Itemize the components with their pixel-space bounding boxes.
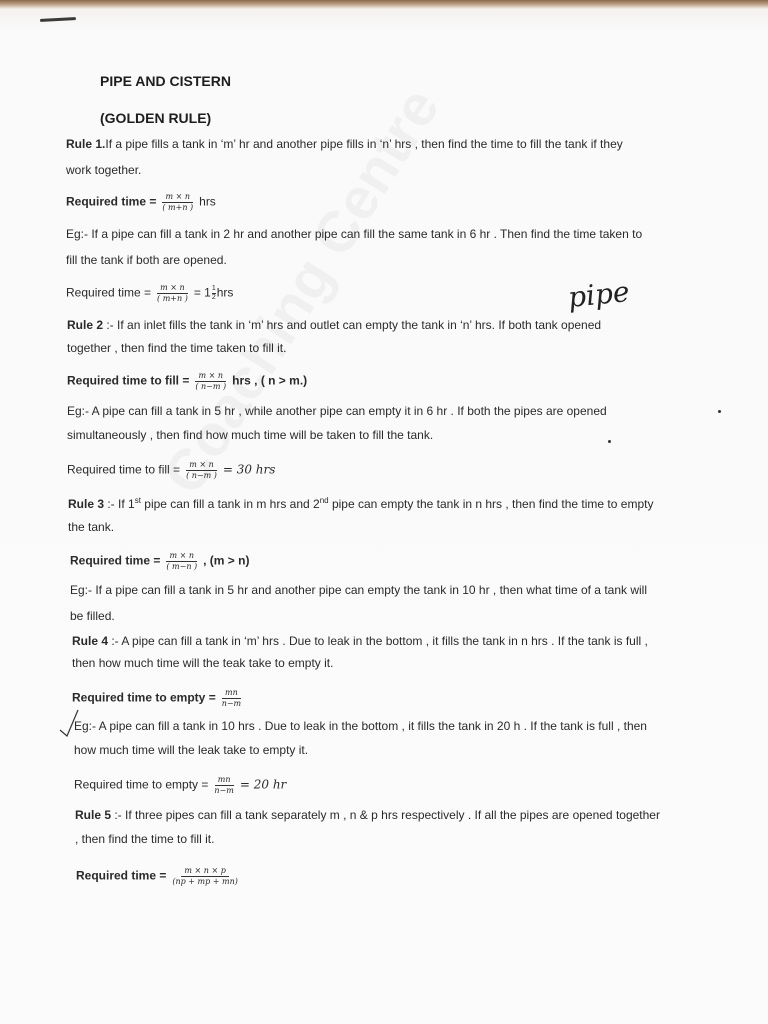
rule1-example-line2: fill the tank if both are opened. xyxy=(66,253,227,267)
stray-dot xyxy=(608,440,611,443)
rule4-text-line2: then how much time will the teak take to empty it. xyxy=(72,656,334,670)
rule3-formula: Required time = $\frac{m \times n}{( m-n )}$ , (m > n) xyxy=(70,551,250,571)
rule5-text-line1: Rule 5 :- If three pipes can fill a tank separately m , n & p hrs respectively . If all the pipes are opened together xyxy=(75,808,660,822)
page-subtitle: (GOLDEN RULE) xyxy=(100,110,212,126)
rule2-text-line1: Rule 2 :- If an inlet fills the tank in ‘m’ hrs and outlet can empty the tank in ‘n’ hrs. If both tank opened xyxy=(67,318,602,332)
rule2-answer: Required time to fill = $\frac{m \times n}{( n-m )}$ = 30 hrs xyxy=(67,460,276,480)
rule5-text-line2: , then find the time to fill it. xyxy=(75,832,215,846)
rule2-example-line1: Eg:- A pipe can fill a tank in 5 hr , while another pipe can empty it in 6 hr . If both the pipes are opened xyxy=(67,404,607,418)
rule2-example-line2: simultaneously , then find how much time will be taken to fill the tank. xyxy=(67,428,434,442)
rule1-fraction: $\frac{m \times n}{( m+n )}$ xyxy=(162,192,194,212)
rule4-formula: Required time to empty = $\frac{mn}{n-m}$ xyxy=(72,688,242,708)
rule4-answer: Required time to empty = $\frac{mn}{n-m}$ = 20 hr xyxy=(74,775,287,795)
rule5-formula: Required time = $\frac{m \times n \times p}{(np + mp + mn)}$ xyxy=(76,866,238,886)
rule3-text-line1: Rule 3 :- If 1st pipe can fill a tank in m hrs and 2nd pipe can empty the tank in n hrs , then find the time to empty xyxy=(68,496,654,511)
rule2-text-line2: together , then find the time taken to fill it. xyxy=(67,341,287,355)
stray-dot xyxy=(718,410,721,413)
page-title: PIPE AND CISTERN xyxy=(100,73,231,89)
rule1-text-line2: work together. xyxy=(66,163,142,177)
rule1-answer: Required time = $\frac{m \times n}{( m+n )}$ = 1 $\frac{1}{2}$ hrs xyxy=(66,283,234,303)
rule4-text-line1: Rule 4 :- A pipe can fill a tank in ‘m’ hrs . Due to leak in the bottom , it fills the tank in n hrs . If the tank is full , xyxy=(72,634,648,648)
rule2-formula: Required time to fill = $\frac{m \times n}{( n-m )}$ hrs , ( n > m.) xyxy=(67,371,308,391)
rule1-text-line1: Rule 1.If a pipe fills a tank in ‘m’ hr and another pipe fills in ‘n’ hrs , then find the time to fill the tank if they xyxy=(66,137,623,151)
rule3-example-line1: Eg:- If a pipe can fill a tank in 5 hr and another pipe can empty the tank in 10 hr , then what time of a tank will xyxy=(70,583,647,597)
rule3-text-line2: the tank. xyxy=(68,520,115,534)
handwritten-note: pipe xyxy=(566,274,631,315)
rule1-example-line1: Eg:- If a pipe can fill a tank in 2 hr and another pipe can fill the same tank in 6 hr . Then find the time taken to xyxy=(66,227,643,241)
rule1-label: Rule 1. xyxy=(66,137,106,151)
rule4-example-line1: Eg:- A pipe can fill a tank in 10 hrs . Due to leak in the bottom , it fills the tank in 20 h . If the tank is full , then xyxy=(74,719,647,733)
rule1-formula: Required time = $\frac{m \times n}{( m+n )}$ hrs xyxy=(66,192,216,212)
rule4-example-line2: how much time will the leak take to empty it. xyxy=(74,743,309,757)
rule3-example-line2: be filled. xyxy=(70,609,115,623)
pen-mark xyxy=(40,17,76,22)
